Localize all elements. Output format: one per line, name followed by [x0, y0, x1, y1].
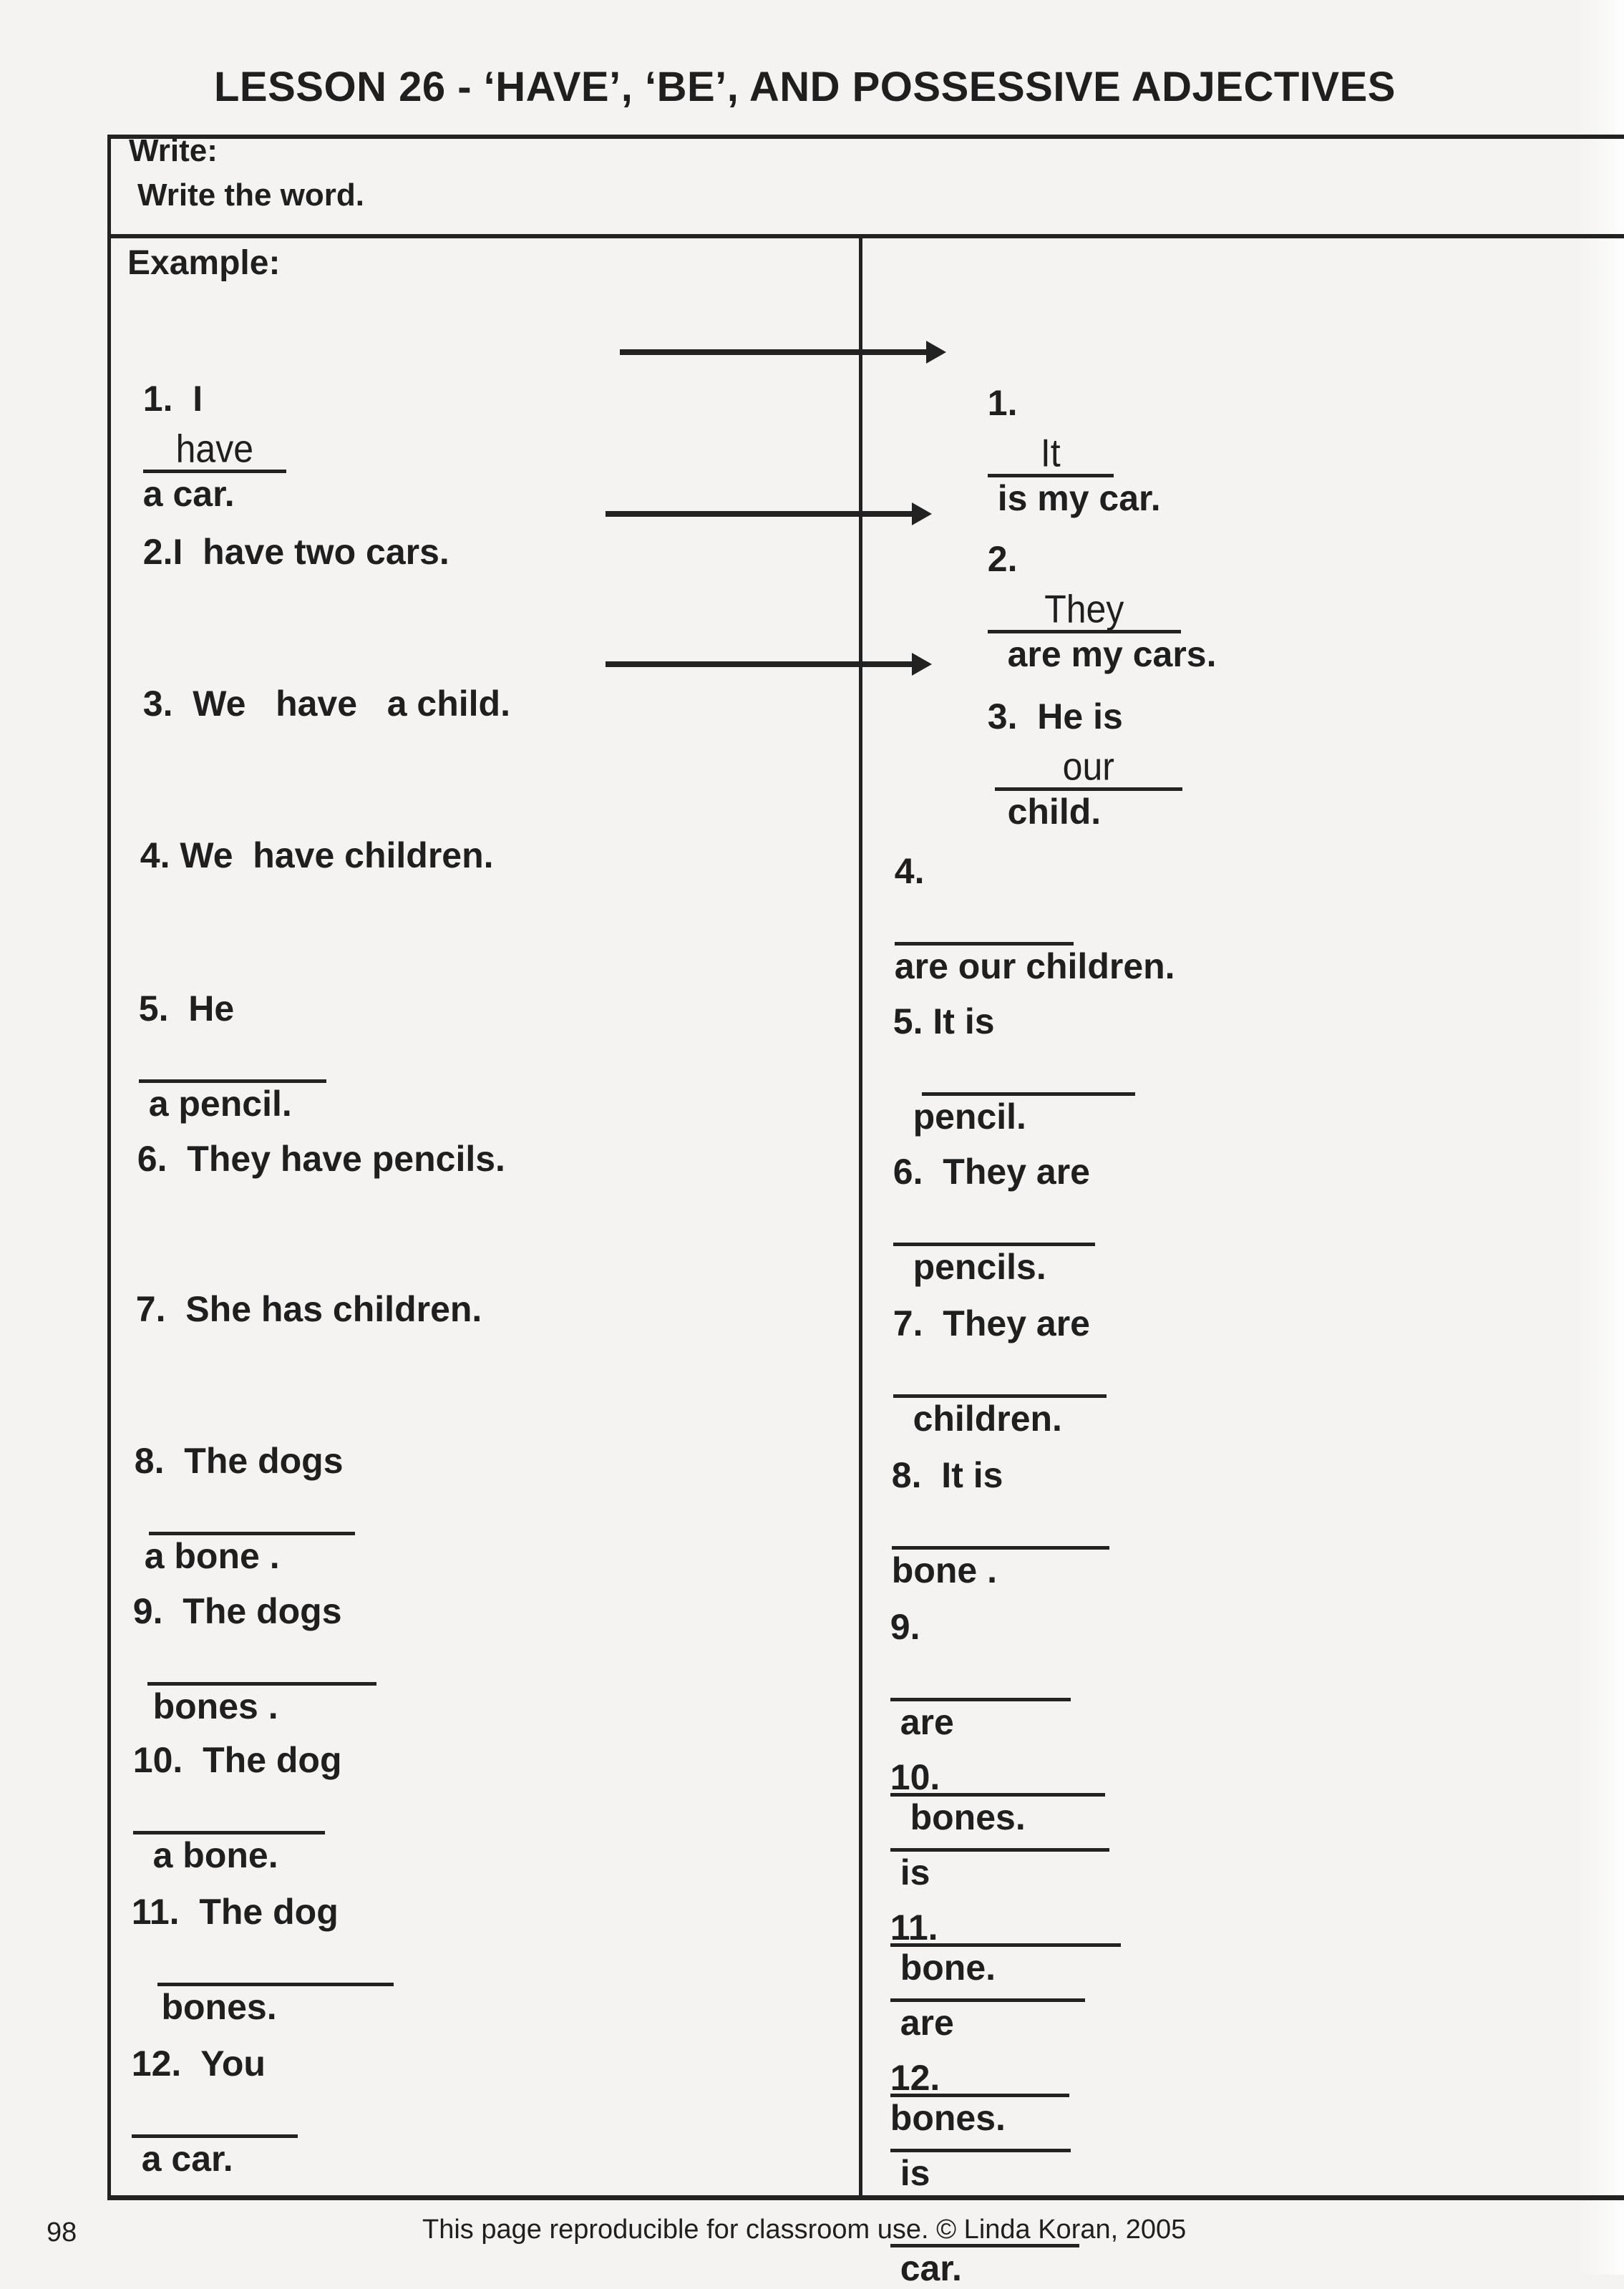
handwritten-answer: They — [1044, 587, 1124, 631]
item-number: 11. — [890, 1908, 938, 1948]
item-text: bone . — [891, 1550, 998, 1590]
item-number: 5. — [138, 988, 169, 1029]
item-number: 2. — [987, 539, 1018, 579]
item-text: a car. — [142, 474, 235, 514]
item-text: bone. — [900, 1948, 996, 1988]
copyright-notice: This page reproducible for classroom use. © Linda Koran, 2005 — [422, 2215, 1187, 2245]
answer-blank[interactable] — [890, 2110, 1071, 2152]
item-text: She has children. — [185, 1289, 482, 1329]
write-label: Write: — [129, 133, 218, 168]
item-text: bones . — [152, 1686, 278, 1726]
answer-blank[interactable] — [895, 903, 1074, 946]
item-number: 8. — [134, 1441, 165, 1481]
item-text: children. — [913, 1399, 1062, 1439]
item-number: 2. — [142, 532, 173, 572]
answer-blank[interactable] — [157, 1944, 394, 1986]
item-text: He is — [1037, 696, 1123, 737]
right-item-3 — [968, 654, 1182, 832]
answer-blank[interactable] — [988, 587, 1181, 633]
arrow-icon — [620, 349, 929, 355]
answer-blank[interactable] — [143, 427, 286, 473]
item-text: You — [200, 2043, 266, 2084]
column-divider — [859, 236, 862, 2200]
lesson-title: LESSON 26 - ‘HAVE’, ‘BE’, AND POSSESSIVE ADJECTIVES — [214, 64, 1396, 110]
page-number: 98 — [47, 2217, 77, 2247]
answer-blank[interactable] — [893, 1356, 1107, 1398]
item-text: is my car. — [997, 478, 1161, 518]
item-text: It is — [941, 1455, 1003, 1495]
item-text: They are — [943, 1152, 1090, 1192]
item-text: He — [188, 988, 235, 1029]
answer-blank[interactable] — [147, 1643, 376, 1686]
item-text: bones. — [910, 1797, 1026, 1837]
item-number: 5. — [893, 1001, 923, 1041]
answer-blank[interactable] — [893, 1204, 1095, 1246]
answer-blank[interactable] — [890, 1960, 1085, 2002]
item-number: 1. — [987, 383, 1018, 423]
item-text: They have pencils. — [187, 1139, 505, 1179]
left-item-12 — [112, 2001, 298, 2179]
item-text: bones. — [890, 2098, 1006, 2138]
item-text: a bone. — [152, 1835, 278, 1875]
item-number: 7. — [893, 1303, 923, 1343]
item-text: The dog — [203, 1740, 342, 1780]
item-number: 8. — [891, 1455, 922, 1495]
write-instruction: Write the word. — [137, 178, 364, 213]
item-text: is — [900, 1852, 930, 1892]
item-text: a pencil. — [148, 1084, 292, 1124]
item-text: a car. — [141, 2139, 233, 2179]
item-text: The dogs — [183, 1591, 342, 1631]
answer-blank[interactable] — [922, 1054, 1135, 1096]
answer-blank[interactable] — [995, 744, 1182, 791]
left-item-4 — [120, 793, 494, 876]
item-number: 4. — [140, 835, 170, 875]
answer-blank[interactable] — [139, 1041, 326, 1083]
item-number: 1. — [142, 379, 173, 419]
item-text: The dogs — [184, 1441, 344, 1481]
left-item-3 — [123, 641, 510, 724]
right-item-1 — [968, 341, 1161, 519]
item-text: It is — [933, 1001, 995, 1041]
item-number: 11. — [131, 1892, 180, 1932]
left-item-2 — [123, 490, 449, 573]
left-item-7 — [116, 1247, 482, 1330]
answer-blank[interactable] — [890, 1659, 1071, 1701]
arrow-icon — [606, 661, 915, 667]
item-number: 9. — [890, 1607, 920, 1647]
item-number: 3. — [987, 696, 1018, 737]
item-text: bones. — [161, 1987, 277, 2027]
answer-blank[interactable] — [133, 1792, 325, 1834]
answer-blank[interactable] — [988, 431, 1114, 477]
item-number: 12. — [131, 2043, 182, 2084]
item-text: are — [900, 1702, 954, 1742]
item-text: They are — [943, 1303, 1090, 1343]
right-item-2 — [968, 497, 1216, 675]
right-item-12 — [870, 2016, 1079, 2289]
answer-blank[interactable] — [149, 1493, 355, 1535]
answer-blank[interactable] — [132, 2096, 298, 2138]
example-label: Example: — [127, 244, 281, 282]
item-text: is — [900, 2153, 930, 2193]
item-text: pencil. — [913, 1097, 1026, 1137]
item-text: I have two cars. — [172, 532, 449, 572]
item-text: are — [900, 2003, 954, 2043]
item-number: 10. — [132, 1740, 183, 1780]
item-text: are our children. — [894, 946, 1175, 986]
item-text: a bone . — [144, 1536, 280, 1576]
item-number: 6. — [137, 1139, 167, 1179]
item-number: 12. — [890, 2058, 940, 2098]
item-number: 3. — [142, 684, 173, 724]
handwritten-answer: our — [1062, 744, 1114, 789]
item-text: The dog — [199, 1892, 339, 1932]
item-text: car. — [900, 2248, 962, 2288]
item-text: pencils. — [913, 1247, 1046, 1287]
item-number: 10. — [890, 1757, 940, 1797]
answer-blank[interactable] — [892, 1507, 1109, 1550]
item-text: I — [193, 379, 203, 419]
item-number: 4. — [894, 851, 925, 891]
answer-blank[interactable] — [890, 1809, 1109, 1852]
item-number: 6. — [893, 1152, 923, 1192]
left-item-6 — [117, 1097, 505, 1180]
left-item-1 — [123, 336, 286, 515]
item-text: We have a child. — [193, 684, 510, 724]
item-number: 7. — [135, 1289, 166, 1329]
item-text: child. — [1007, 792, 1102, 832]
item-text: We have children. — [180, 835, 494, 875]
handwritten-answer: have — [175, 427, 254, 471]
item-number: 9. — [132, 1591, 163, 1631]
handwritten-answer: It — [1040, 431, 1061, 475]
arrow-icon — [606, 511, 915, 517]
item-text: are my cars. — [1007, 634, 1217, 674]
